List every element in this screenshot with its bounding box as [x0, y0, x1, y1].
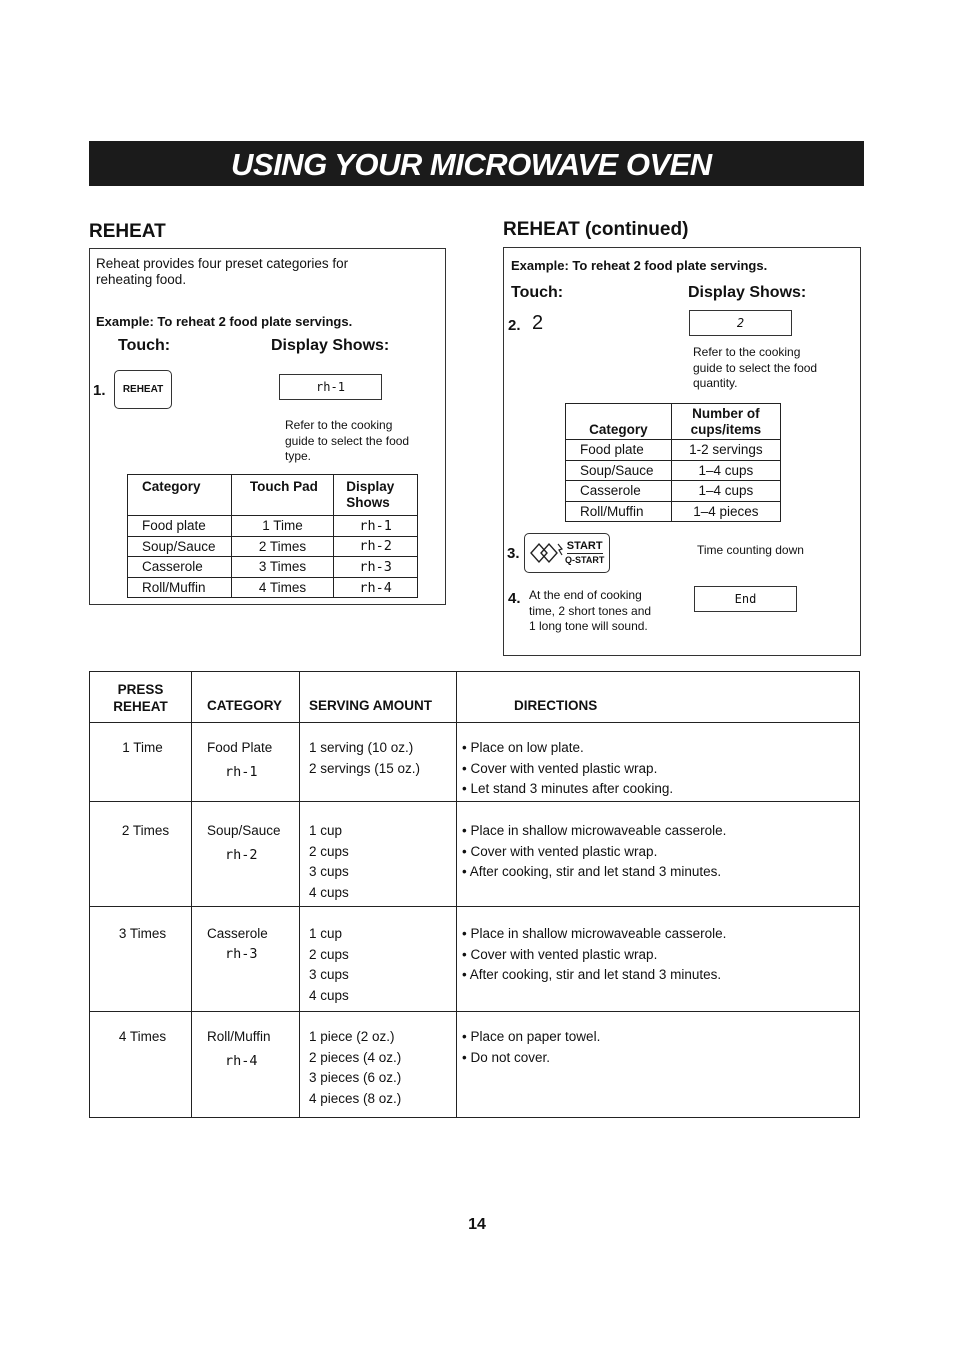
direction-item: • Place in shallow microwaveable casserole.: [462, 823, 727, 838]
direction-item: • Cover with vented plastic wrap.: [462, 843, 658, 859]
col-header-category: Category: [566, 404, 672, 440]
category-code: rh-1: [225, 764, 258, 780]
display-label: Display Shows:: [688, 284, 807, 301]
step-4-text: At the end of cooking time, 2 short tones and 1 long tone will sound.: [529, 588, 652, 633]
category-name: Food Plate: [207, 740, 273, 755]
food-type-note: Refer to the cooking guide to select the food type.: [285, 418, 410, 463]
start-icon: [529, 540, 563, 566]
cell-touch: 4 Times: [231, 577, 333, 598]
serving-list: [309, 1027, 401, 1109]
table-row: [128, 536, 418, 557]
category-code: rh-4: [225, 1053, 258, 1069]
cell-touch: 3 Times: [231, 557, 333, 578]
reheat-button-label: REHEAT: [122, 384, 164, 395]
direction-item: • Place on paper towel.: [462, 1029, 601, 1044]
reheat-panel: [89, 248, 446, 605]
directions-list: [462, 1027, 600, 1068]
press-count: 2 Times: [121, 823, 170, 838]
page-title: USING YOUR MICROWAVE OVEN: [231, 147, 712, 182]
reheat-guide-table: [89, 671, 860, 1118]
cell-touch: 2 Times: [231, 536, 333, 557]
serving-item: 3 cups: [309, 967, 349, 983]
serving-item: 4 cups: [309, 884, 349, 900]
cell-category: Casserole: [128, 557, 232, 578]
cell-quantity: 1–4 cups: [671, 481, 780, 502]
section-heading-reheat: REHEAT: [89, 221, 166, 242]
display-end: End: [694, 586, 797, 612]
intro-text: Reheat provides four preset categories for reheating food.: [96, 256, 349, 287]
press-count: 1 Time: [122, 740, 163, 755]
serving-item: 2 cups: [309, 843, 349, 859]
display-label: Display Shows:: [271, 337, 390, 354]
direction-item: • Place on low plate.: [462, 740, 584, 755]
cell-category: Soup/Sauce: [566, 460, 672, 481]
header-serving-amount: SERVING AMOUNT: [309, 698, 433, 713]
serving-item: 1 cup: [309, 926, 343, 941]
col-header-display-shows: Display Shows: [334, 475, 418, 516]
direction-item: • Do not cover.: [462, 1049, 551, 1065]
press-count: 3 Times: [118, 926, 167, 941]
step-1-number: 1.: [93, 382, 106, 399]
direction-item: • After cooking, stir and let stand 3 minutes.: [462, 864, 722, 880]
page-number: 14: [468, 1216, 486, 1233]
serving-item: 2 servings (15 oz.): [309, 760, 421, 776]
table-row: [566, 481, 781, 502]
direction-item: • Cover with vented plastic wrap.: [462, 946, 658, 962]
col-header-number: Number of cups/items: [671, 404, 780, 440]
header-press-reheat: PRESS REHEAT: [113, 682, 168, 714]
serving-item: 3 pieces (6 oz.): [309, 1070, 402, 1086]
reheat-button[interactable]: [114, 370, 172, 409]
header-category: CATEGORY: [207, 698, 283, 713]
quantity-table: [565, 403, 781, 522]
section-heading-reheat-continued: REHEAT (continued): [503, 219, 689, 240]
table-row: [566, 440, 781, 461]
number-2-key[interactable]: 2: [532, 312, 544, 334]
serving-list: [309, 738, 420, 779]
category-table: [127, 474, 418, 598]
title-banner: [89, 141, 864, 186]
food-quantity-note: Refer to the cooking guide to select the food quantity.: [693, 345, 818, 390]
direction-item: • Place in shallow microwaveable casserole.: [462, 926, 727, 941]
cell-quantity: 1–4 cups: [671, 460, 780, 481]
display-2: 2: [689, 310, 792, 336]
category-code: rh-3: [225, 946, 258, 962]
serving-item: 3 cups: [309, 864, 349, 880]
press-count: 4 Times: [118, 1029, 167, 1044]
serving-item: 4 cups: [309, 987, 349, 1003]
directions-list: [462, 924, 726, 986]
cell-display: rh-2: [334, 536, 418, 557]
serving-item: 1 serving (10 oz.): [309, 740, 414, 755]
cell-category: Roll/Muffin: [566, 501, 672, 522]
table-row: [128, 516, 418, 537]
step-2-number: 2.: [508, 317, 521, 334]
touch-label: Touch:: [118, 337, 171, 354]
serving-list: [309, 821, 349, 903]
example-text: Example: To reheat 2 food plate servings.: [96, 314, 353, 329]
qstart-label: Q-START: [565, 554, 605, 565]
cell-display: rh-4: [334, 577, 418, 598]
table-row: [128, 557, 418, 578]
serving-item: 1 piece (2 oz.): [309, 1029, 395, 1044]
start-qstart-button[interactable]: [524, 533, 610, 573]
cell-quantity: 1–4 pieces: [671, 501, 780, 522]
cell-quantity: 1-2 servings: [671, 440, 780, 461]
start-label: START: [566, 539, 603, 552]
cell-category: Casserole: [566, 481, 672, 502]
step-4-number: 4.: [508, 590, 521, 607]
category-name: Casserole: [207, 926, 268, 941]
table-row: [566, 460, 781, 481]
serving-item: 1 cup: [309, 823, 343, 838]
direction-item: • Let stand 3 minutes after cooking.: [462, 781, 674, 797]
category-name: Roll/Muffin: [207, 1029, 271, 1044]
col-header-category: Category: [128, 475, 232, 516]
display-rh-1: rh-1: [279, 374, 382, 400]
serving-item: 4 pieces (8 oz.): [309, 1090, 402, 1106]
cell-display: rh-3: [334, 557, 418, 578]
directions-list: [462, 738, 673, 800]
table-row: [128, 577, 418, 598]
cell-touch: 1 Time: [231, 516, 333, 537]
step-3-number: 3.: [507, 545, 520, 562]
category-code: rh-2: [225, 847, 258, 863]
col-header-touch-pad: Touch Pad: [231, 475, 333, 516]
reheat-continued-panel: [503, 247, 861, 656]
category-name: Soup/Sauce: [207, 823, 281, 838]
serving-item: 2 pieces (4 oz.): [309, 1049, 402, 1065]
cell-category: Soup/Sauce: [128, 536, 232, 557]
example-text: Example: To reheat 2 food plate servings.: [511, 258, 768, 273]
header-directions: DIRECTIONS: [514, 698, 598, 713]
direction-item: • After cooking, stir and let stand 3 minutes.: [462, 967, 722, 983]
serving-item: 2 cups: [309, 946, 349, 962]
direction-item: • Cover with vented plastic wrap.: [462, 760, 658, 776]
time-counting-text: Time counting down: [697, 543, 804, 557]
cell-category: Roll/Muffin: [128, 577, 232, 598]
directions-list: [462, 821, 726, 883]
cell-category: Food plate: [566, 440, 672, 461]
serving-list: [309, 924, 349, 1006]
cell-display: rh-1: [334, 516, 418, 537]
touch-label: Touch:: [511, 284, 564, 301]
table-row: [566, 501, 781, 522]
cell-category: Food plate: [128, 516, 232, 537]
